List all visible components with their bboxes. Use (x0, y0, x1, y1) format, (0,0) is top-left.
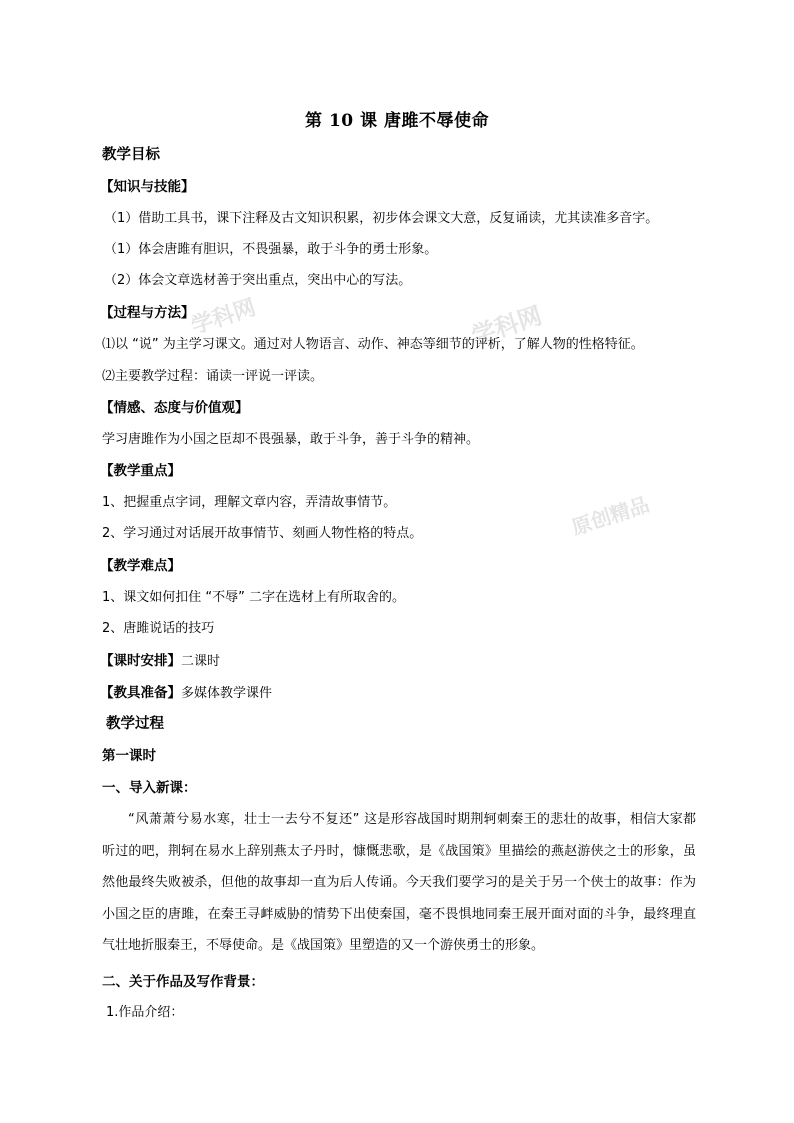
schedule-heading: 【课时安排】 (100, 653, 181, 669)
process-item: ⑴以 “说” 为主学习课文。通过对人物语言、动作、神态等细节的评析，了解人物的性格特征。 (102, 337, 644, 352)
knowledge-item: （1）借助工具书，课下注释及古文知识积累，初步体会课文大意，反复诵读，尤其读准多音字。 (104, 211, 659, 226)
key-point-item: 2、学习通过对话展开故事情节、刻画人物性格的特点。 (102, 526, 423, 541)
difficulty-item: 1、课文如何扣住 “不辱” 二字在选材上有所取舍的。 (102, 590, 406, 605)
materials-row (100, 684, 272, 703)
difficulty-item: 2、唐雎说话的技巧 (102, 621, 215, 636)
teaching-goals-heading: 教学目标 (102, 146, 160, 163)
schedule-row (100, 652, 220, 671)
key-point-item: 1、把握重点字词，理解文章内容，弄清故事情节。 (102, 495, 397, 510)
section2-heading: 二、关于作品及写作背景： (102, 974, 264, 990)
knowledge-item: （1）体会唐雎有胆识，不畏强暴，敢于斗争的勇士形象。 (104, 242, 438, 257)
emotion-values-heading: 【情感、态度与价值观】 (100, 400, 249, 416)
schedule-value: 二课时 (181, 654, 221, 669)
watermark-text: 学科网 (188, 295, 259, 340)
first-lesson-heading: 第一课时 (102, 748, 156, 764)
watermark-logo (187, 291, 259, 341)
knowledge-skills-heading: 【知识与技能】 (100, 179, 195, 195)
materials-value: 多媒体教学课件 (181, 686, 273, 701)
emotion-values-text: 学习唐雎作为小国之臣却不畏强暴，敢于斗争，善于斗争的精神。 (102, 432, 480, 447)
section1-heading: 一、导入新课： (102, 780, 197, 796)
watermark-text: 原创精品 (568, 492, 653, 540)
process-title: 教学过程 (106, 715, 164, 732)
difficulties-heading: 【教学难点】 (100, 558, 181, 574)
intro-paragraph (102, 804, 696, 962)
process-methods-heading: 【过程与方法】 (100, 305, 195, 321)
materials-heading: 【教具准备】 (100, 685, 181, 701)
section2-sub: 1.作品介绍： (106, 1005, 184, 1020)
intro-text: 这是形容战国时期荆轲刺秦王的悲壮的故事，相信大家都听过的吧，荆轲在易水上辞别燕太子丹时，慷慨悲歌，是《战国策》里描绘的燕赵游侠之士的形象，虽然他最终失败被杀，但他的故事却一直为后人传诵。今天我们要学习的是关于另一个侠士的故事：作为小国之臣的唐雎，在秦王寻衅威胁的情势下出使秦国，毫不畏惧地同秦王展开面对面的斗争，最终理直气壮地折服秦王，不辱使命。是《战国策》里塑造的又一个游侠勇士的形象。 (102, 812, 697, 953)
process-item: ⑵主要教学过程：诵读一评说一评读。 (102, 369, 324, 384)
knowledge-item: （2）体会文章选材善于突出重点，突出中心的写法。 (104, 273, 412, 288)
watermark-logo (567, 488, 652, 540)
watermark-text: 学科网 (468, 301, 546, 351)
key-points-heading: 【教学重点】 (100, 463, 181, 479)
page-title: 第 10 课 唐雎不辱使命 (305, 111, 489, 131)
intro-quote: “风萧萧兮易水寒，壮士一去兮不复还” (128, 812, 360, 827)
